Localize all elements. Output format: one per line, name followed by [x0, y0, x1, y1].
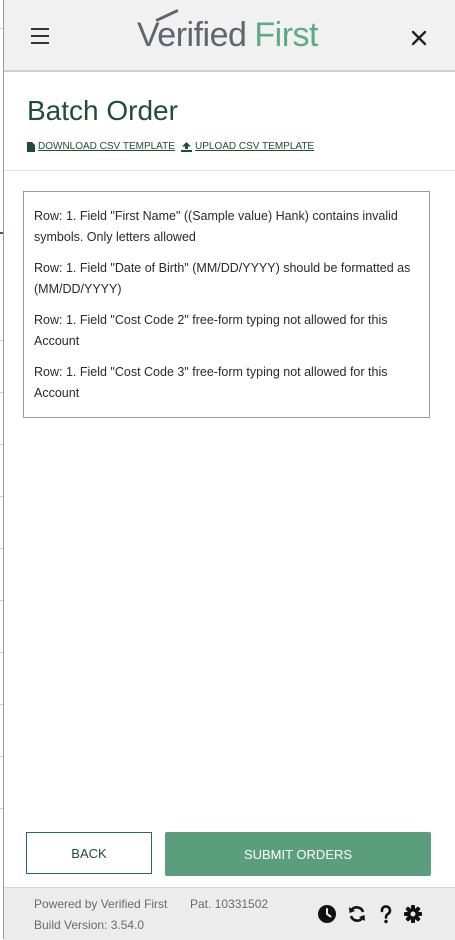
header-divider	[4, 170, 455, 171]
refresh-icon[interactable]	[347, 904, 367, 924]
back-button[interactable]	[26, 832, 152, 874]
upload-csv-template-label: UPLOAD CSV TEMPLATE	[195, 141, 315, 152]
gear-icon[interactable]	[403, 904, 423, 924]
close-icon[interactable]	[408, 27, 430, 49]
error-message: Row: 1. Field "Cost Code 2" free-form typing not allowed for this Account	[34, 313, 388, 348]
verified-first-logo	[137, 16, 318, 55]
build-version-text: Build Version: 3.54.0	[34, 918, 145, 932]
upload-csv-template-link[interactable]	[181, 141, 314, 152]
submit-orders-button-label: SUBMIT ORDERS	[243, 846, 353, 862]
download-csv-template-label: DOWNLOAD CSV TEMPLATE	[38, 141, 175, 152]
logo-word-verified: Verified	[137, 16, 247, 54]
error-message: Row: 1. Field "First Name" ((Sample value) Hank) contains invalid symbols. Only letters allowed	[34, 209, 398, 244]
logo-word-first: First	[254, 16, 318, 54]
clock-icon[interactable]	[317, 904, 337, 924]
error-message: Row: 1. Field "Date of Birth" (MM/DD/YYYY) should be formatted as (MM/DD/YYYY)	[34, 261, 411, 296]
back-button-label: BACK	[71, 845, 107, 861]
validation-errors-box	[23, 191, 430, 418]
upload-icon	[181, 142, 192, 152]
page-title: Batch Order	[27, 95, 178, 126]
panel-footer	[4, 887, 455, 940]
submit-orders-button[interactable]	[165, 832, 431, 876]
batch-order-panel	[3, 0, 455, 939]
file-icon	[27, 142, 35, 152]
patent-text: Pat. 10331502	[190, 897, 269, 911]
download-csv-template-link[interactable]	[27, 141, 175, 152]
question-icon[interactable]	[376, 904, 396, 924]
hamburger-menu-icon[interactable]	[30, 27, 50, 45]
error-message: Row: 1. Field "Cost Code 3" free-form typing not allowed for this Account	[34, 365, 388, 400]
panel-header	[4, 0, 455, 72]
powered-by-text: Powered by Verified First	[34, 897, 168, 911]
